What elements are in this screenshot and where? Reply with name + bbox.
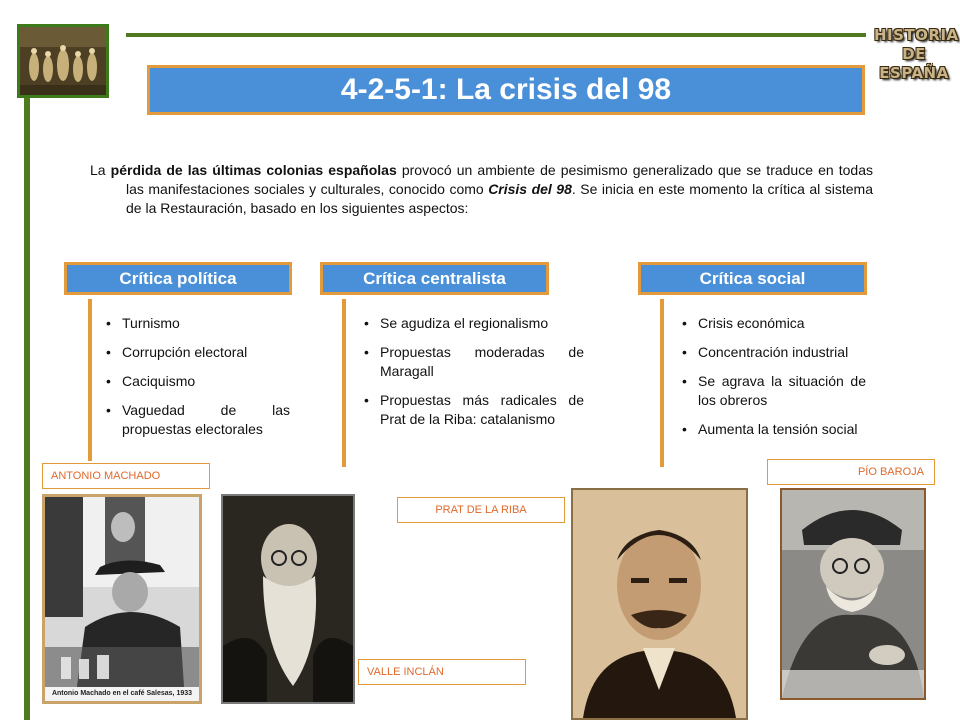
- category-title: Crítica social: [699, 268, 806, 288]
- list-item: • Corrupción electoral: [104, 343, 290, 362]
- label-antonio-machado: [42, 463, 210, 489]
- intro-italic: Crisis del 98: [488, 181, 572, 197]
- label-text: PRAT DE LA RIBA: [435, 504, 527, 516]
- category-title: Crítica centralista: [363, 268, 506, 288]
- brand-line-2: DE: [902, 45, 926, 63]
- brand-line-3: ESPAÑA: [879, 64, 949, 82]
- historia-de-espana-logo: [874, 26, 959, 83]
- intro-suffix: . Se inicia en este momento la crítica al sistema de la Restauración, basado en los siguientes aspectos:: [126, 181, 874, 216]
- label-pio-baroja: [767, 459, 935, 485]
- label-text: PÍO BAROJA: [857, 466, 924, 478]
- list-critica-politica: [104, 314, 290, 449]
- painting-thumbnail: [17, 24, 109, 98]
- top-green-rule: [126, 33, 866, 37]
- intro-prefix: La: [90, 162, 111, 178]
- label-prat-de-la-riba: [397, 497, 565, 523]
- photo-prat-de-la-riba: [571, 488, 748, 720]
- connector-line-politica: [88, 299, 92, 461]
- list-item: • Turnismo: [104, 314, 290, 333]
- connector-line-centralista: [342, 299, 346, 467]
- list-critica-centralista: [362, 314, 584, 439]
- category-critica-politica: [64, 262, 292, 295]
- photo-pio-baroja: [780, 488, 926, 700]
- page-title: [147, 65, 865, 115]
- intro-paragraph: [90, 161, 873, 218]
- category-critica-centralista: [320, 262, 549, 295]
- photo-caption: Antonio Machado en el café Salesas, 1933: [51, 690, 193, 697]
- list-item: • Aumenta la tensión social: [680, 420, 866, 439]
- intro-bold: pérdida de las últimas colonias españolas: [110, 162, 397, 178]
- label-text: VALLE INCLÁN: [367, 666, 444, 678]
- photo-antonio-machado: [42, 494, 202, 704]
- label-text: ANTONIO MACHADO: [51, 470, 161, 482]
- list-item: • Vaguedad de las propuestas electorales: [104, 401, 290, 439]
- page-title-text: 4-2-5-1: La crisis del 98: [340, 73, 672, 106]
- intro-middle: provocó un ambiente de pesimismo generalizado que se traduce en todas las manifestaciones sociales y culturales, conocido como: [126, 162, 873, 197]
- connector-line-social: [660, 299, 664, 467]
- list-critica-social: [680, 314, 866, 449]
- photo-valle-inclan: [221, 494, 355, 704]
- list-item: • Propuestas más radicales de Prat de la Riba: catalanismo: [362, 391, 584, 429]
- list-item: • Se agudiza el regionalismo: [362, 314, 584, 333]
- brand-line-1: HISTORIA: [874, 26, 959, 44]
- category-critica-social: [638, 262, 867, 295]
- left-green-rule: [24, 90, 30, 720]
- list-item: • Caciquismo: [104, 372, 290, 391]
- list-item: • Propuestas moderadas de Maragall: [362, 343, 584, 381]
- label-valle-inclan: [358, 659, 526, 685]
- list-item: • Concentración industrial: [680, 343, 866, 362]
- category-title: Crítica política: [119, 268, 237, 288]
- list-item: • Crisis económica: [680, 314, 866, 333]
- list-item: • Se agrava la situación de los obreros: [680, 372, 866, 410]
